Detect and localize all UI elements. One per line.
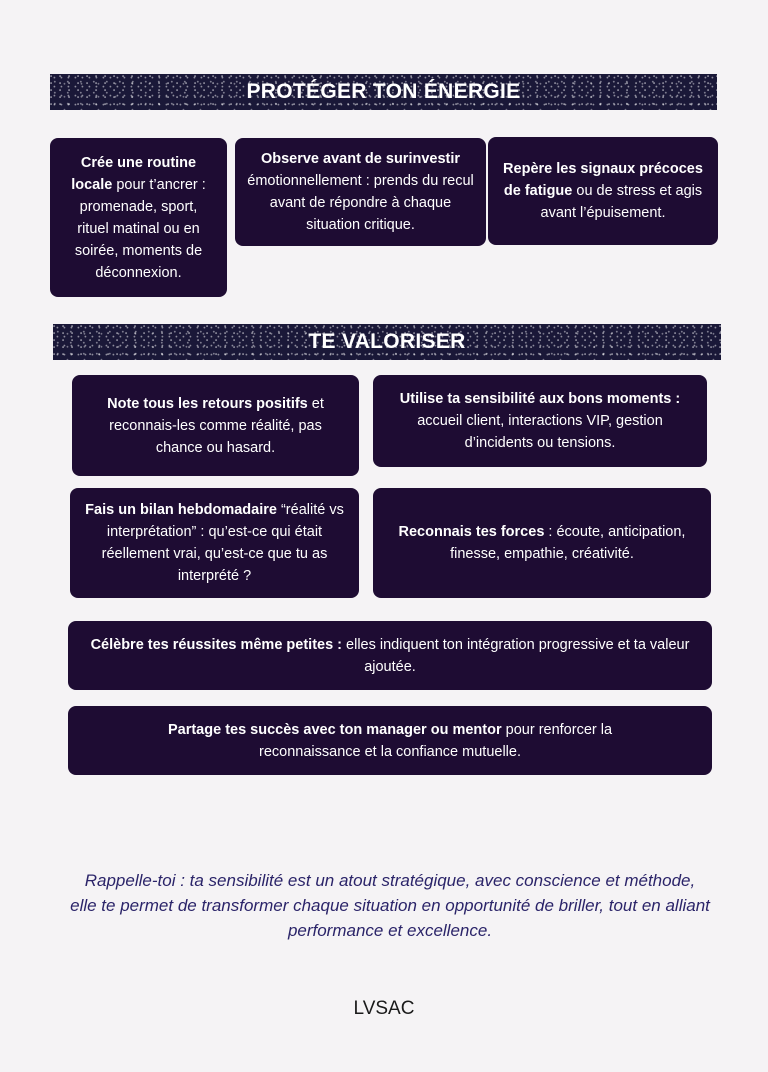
closing-quote: Rappelle-toi : ta sensibilité est un atout stratégique, avec conscience et méthode, elle te permet de transformer chaque situation en opportunité de briller, tout en alliant performance et excellence. (70, 871, 710, 940)
tip-text: Partage tes succès avec ton manager ou mentor pour renforcer la reconnaissance et la confiance mutuelle. (167, 721, 613, 760)
tip-text: Utilise ta sensibilité aux bons moments : accueil client, interactions VIP, gestion d’incidents ou tensions. (399, 391, 681, 451)
tip-text: Repère les signaux précoces de fatigue ou de stress et agis avant l’épuisement. (503, 161, 703, 221)
section-banner-valoriser (53, 324, 721, 360)
tip-card-bilan (70, 488, 359, 598)
tip-text: Célèbre tes réussites même petites : elles indiquent ton intégration progressive et ta valeur ajoutée. (90, 636, 690, 675)
tip-text: Fais un bilan hebdomadaire “réalité vs interprétation” : qu’est-ce qui était réellement vrai, qu’est-ce que tu as interprété ? (85, 502, 344, 584)
tip-card-forces (373, 488, 711, 598)
tip-text: Reconnais tes forces : écoute, anticipation, finesse, empathie, créativité. (398, 524, 686, 562)
tip-card-sensibilite (373, 375, 707, 467)
tip-text: Crée une routine locale pour t’ancrer : promenade, sport, rituel matinal ou en soirée, moments de déconnexion. (71, 154, 206, 281)
tip-card-celebre (68, 621, 712, 690)
tip-card-observe (235, 138, 486, 246)
tip-text: Observe avant de surinvestir émotionnellement : prends du recul avant de répondre à chaque situation critique. (247, 151, 474, 233)
section-banner-proteger (50, 74, 717, 110)
tip-card-signaux (488, 137, 718, 245)
section-title: TE VALORISER (308, 330, 466, 353)
footer-brand: LVSAC (353, 998, 415, 1019)
section-title: PROTÉGER TON ÉNERGIE (246, 80, 521, 103)
tip-card-retours (72, 375, 359, 476)
tip-card-routine (50, 138, 227, 297)
tip-text: Note tous les retours positifs et reconnais-les comme réalité, pas chance ou hasard. (107, 395, 324, 456)
tip-card-partage (68, 706, 712, 775)
